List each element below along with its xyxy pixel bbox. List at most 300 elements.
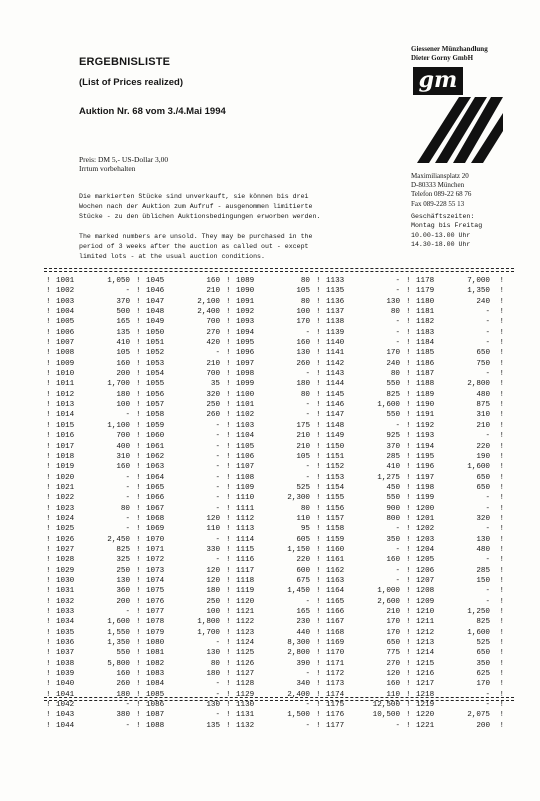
price-value: 450 [386,483,400,492]
lot-number: 1096 [236,349,255,358]
lot-number: 1160 [326,545,345,554]
price-value: - [485,339,490,348]
price-value: - [485,432,490,441]
column-separator [496,535,504,545]
lot-number: 1169 [326,639,345,648]
price-value: 100 [116,401,130,410]
column-separator [316,524,326,534]
lot-number: 1119 [236,587,255,596]
column-separator [226,462,236,472]
price-value: 80 [210,659,220,668]
column-separator [406,514,416,524]
table-row [46,359,514,369]
column-separator [496,586,504,596]
lot-number: 1149 [326,432,345,441]
column-separator [226,576,236,586]
lot-number: 1073 [146,566,165,575]
column-separator [226,669,236,679]
lot-number: 1190 [416,401,435,410]
column-separator [136,390,146,400]
lot-number: 1115 [236,545,255,554]
price-value: - [125,701,130,710]
column-separator [46,431,56,441]
company-address [411,172,471,209]
lot-number: 1208 [416,587,435,596]
price-value: 800 [386,514,400,523]
price-value: 200 [116,597,130,606]
column-separator [316,597,326,607]
price-value: - [305,370,310,379]
column-separator [316,483,326,493]
lot-number: 1031 [56,587,75,596]
price-value: 110 [386,690,400,699]
lot-number: 1019 [56,463,75,472]
column-separator [136,504,146,514]
price-value: 675 [296,576,310,585]
table-row [46,638,514,648]
company-name [411,45,488,63]
column-separator [406,462,416,472]
note-german: Die markierten Stücke sind unverkauft, sie können bis drei Wochen nach der Auktion zum Aufruf - ausgenommen limitierte Stücke - zu den üblichen Auktionsbedingungen erworben werden. [79,193,321,220]
price-value: - [215,711,220,720]
lot-number: 1080 [146,639,165,648]
column-separator [46,638,56,648]
lot-number: 1154 [326,483,345,492]
lot-number: 1185 [416,349,435,358]
price-value: 525 [296,483,310,492]
price-value: 370 [116,297,130,306]
price-value: 160 [386,680,400,689]
lot-number: 1079 [146,628,165,637]
price-value: 2,800 [467,380,490,389]
lot-number: 1028 [56,556,75,565]
lot-number: 1103 [236,421,255,430]
price-value: 190 [476,452,490,461]
price-value: 80 [300,504,310,513]
column-separator [496,297,504,307]
table-row [46,617,514,627]
price-value: 1,000 [377,587,400,596]
lot-number: 1152 [326,463,345,472]
column-separator [496,452,504,462]
column-separator [136,369,146,379]
price-value: 550 [386,494,400,503]
price-value: - [125,525,130,534]
lot-number: 1106 [236,452,255,461]
table-row [46,473,514,483]
lot-number: 1211 [416,618,435,627]
lot-number: 1058 [146,411,165,420]
lot-number: 1110 [236,494,255,503]
column-separator [406,421,416,431]
fax-line: Fax 089-228 55 13 [411,199,465,208]
price-value: 260 [116,680,130,689]
column-separator [136,400,146,410]
lot-number: 1004 [56,308,75,317]
price-value: - [125,473,130,482]
column-separator [226,638,236,648]
column-separator [46,648,56,658]
column-separator [406,400,416,410]
price-value: 2,400 [287,690,310,699]
column-separator [316,328,326,338]
lot-number: 1109 [236,483,255,492]
price-value: 350 [476,659,490,668]
column-separator [496,276,504,286]
column-separator [226,421,236,431]
lot-number: 1025 [56,525,75,534]
lot-number: 1164 [326,587,345,596]
table-row [46,504,514,514]
table-row [46,493,514,503]
column-separator [136,307,146,317]
column-separator [46,628,56,638]
column-separator [406,297,416,307]
price-value: 440 [296,628,310,637]
column-separator [496,617,504,627]
lot-number: 1057 [146,401,165,410]
column-separator [406,493,416,503]
column-separator [226,369,236,379]
price-value: 700 [206,370,220,379]
column-separator [316,617,326,627]
lot-number: 1086 [146,701,165,710]
column-separator [226,566,236,576]
column-separator [226,307,236,317]
column-separator [136,628,146,638]
column-separator [46,710,56,720]
hours-heading: Geschäftszeiten: [411,213,475,220]
column-separator [226,679,236,689]
column-separator [316,359,326,369]
column-separator [226,545,236,555]
column-separator [496,566,504,576]
column-separator [316,348,326,358]
lot-number: 1121 [236,608,255,616]
lot-number: 1061 [146,442,165,451]
column-separator [226,514,236,524]
price-value: 180 [116,390,130,399]
price-value: - [215,690,220,699]
column-separator [316,379,326,389]
hours-line: 10.00-13.00 Uhr [411,231,471,239]
column-separator [46,348,56,358]
price-value: - [485,690,490,699]
table-row [46,307,514,317]
price-value: 120 [386,670,400,679]
lot-number: 1163 [326,576,345,585]
price-value: 1,150 [287,545,310,554]
column-separator [316,638,326,648]
logo-graphic [411,65,503,165]
lot-number: 1038 [56,659,75,668]
lot-number: 1030 [56,576,75,585]
column-separator [46,338,56,348]
lot-number: 1082 [146,659,165,668]
price-value: 480 [476,390,490,399]
lot-number: 1133 [326,277,345,285]
column-separator [46,617,56,627]
column-separator [136,317,146,327]
price-value: 2,800 [287,649,310,658]
price-value: - [305,473,310,482]
column-separator [316,659,326,669]
column-separator [136,442,146,452]
lot-number: 1194 [416,442,435,451]
lot-number: 1118 [236,576,255,585]
column-separator [136,721,146,731]
lot-number: 1189 [416,390,435,399]
table-top-rule [44,268,514,269]
lot-number: 1179 [416,287,435,296]
column-separator [496,700,504,710]
column-separator [136,483,146,493]
column-separator [46,483,56,493]
price-value: - [215,452,220,461]
lot-number: 1107 [236,463,255,472]
price-value: 200 [116,370,130,379]
lot-number: 1068 [146,514,165,523]
price-value: 105 [296,287,310,296]
column-separator [406,483,416,493]
column-separator [226,628,236,638]
price-value: - [485,494,490,503]
column-separator [496,307,504,317]
column-separator [226,597,236,607]
lot-number: 1097 [236,359,255,368]
column-separator [406,648,416,658]
table-bottom-rule [44,697,514,698]
column-separator [46,721,56,731]
column-separator [496,659,504,669]
price-value: 80 [300,390,310,399]
column-separator [316,462,326,472]
price-value: - [305,328,310,337]
price-value: - [395,287,400,296]
lot-number: 1213 [416,639,435,648]
price-value: - [215,473,220,482]
column-separator [496,504,504,514]
price-value: 130 [476,535,490,544]
lot-number: 1120 [236,597,255,606]
lot-number: 1143 [326,370,345,379]
lot-number: 1105 [236,442,255,451]
column-separator [496,638,504,648]
column-separator [136,348,146,358]
column-separator [226,504,236,514]
price-value: - [305,670,310,679]
lot-number: 1045 [146,277,165,285]
price-value: 310 [116,452,130,461]
price-value: 100 [206,608,220,616]
price-value: 1,700 [197,628,220,637]
lot-number: 1156 [326,504,345,513]
lot-number: 1099 [236,380,255,389]
lot-number: 1173 [326,680,345,689]
table-row [46,431,514,441]
company-logo [411,65,503,165]
lot-number: 1071 [146,545,165,554]
price-value: 775 [386,649,400,658]
price-value: 170 [476,680,490,689]
address-line: Maximiliansplatz 20 [411,172,469,180]
lot-number: 1128 [236,680,255,689]
column-separator [496,390,504,400]
table-row [46,597,514,607]
lot-number: 1147 [326,411,345,420]
column-separator [136,379,146,389]
column-separator [316,473,326,483]
lot-number: 1053 [146,359,165,368]
column-separator [46,390,56,400]
lot-number: 1051 [146,339,165,348]
price-value: 925 [386,432,400,441]
price-value: 170 [386,618,400,627]
column-separator [406,545,416,555]
column-separator [496,710,504,720]
price-value: 550 [116,649,130,658]
price-value: - [125,494,130,503]
column-separator [46,276,56,286]
lot-number: 1180 [416,297,435,306]
price-value: 160 [116,463,130,472]
lot-number: 1007 [56,339,75,348]
column-separator [406,566,416,576]
price-value: 1,600 [377,401,400,410]
price-value: 80 [390,308,400,317]
price-value: - [125,514,130,523]
column-separator [226,452,236,462]
price-value: 130 [116,576,130,585]
column-separator [406,307,416,317]
column-separator [136,462,146,472]
column-separator [136,276,146,286]
column-separator [226,379,236,389]
column-separator [226,400,236,410]
price-value: 1,350 [107,639,130,648]
column-separator [46,369,56,379]
table-row [46,648,514,658]
column-separator [406,390,416,400]
page-subtitle: (List of Prices realized) [79,77,184,88]
column-separator [46,410,56,420]
column-separator [226,359,236,369]
lot-number: 1037 [56,649,75,658]
lot-number: 1141 [326,349,345,358]
column-separator [406,431,416,441]
column-separator [136,328,146,338]
price-value: - [305,701,310,710]
price-value: 320 [476,514,490,523]
column-separator [226,493,236,503]
column-separator [136,576,146,586]
price-value: - [215,421,220,430]
lot-number: 1085 [146,690,165,699]
price-value: - [395,339,400,348]
column-separator [316,307,326,317]
column-separator [136,690,146,700]
column-separator [316,431,326,441]
table-row [46,524,514,534]
price-value: 1,450 [287,587,310,596]
table-top-rule [44,271,514,272]
column-separator [406,710,416,720]
column-separator [136,700,146,710]
price-value: - [215,463,220,472]
lot-number: 1066 [146,494,165,503]
lot-number: 1214 [416,649,435,658]
column-separator [496,483,504,493]
table-row [46,690,514,700]
table-row [46,586,514,596]
lot-number: 1069 [146,525,165,534]
price-value: 160 [296,339,310,348]
lot-number: 1153 [326,473,345,482]
lot-number: 1003 [56,297,75,306]
price-value: 180 [206,670,220,679]
price-value: - [485,587,490,596]
price-value: - [395,277,400,285]
lot-number: 1029 [56,566,75,575]
lot-number: 1200 [416,504,435,513]
price-value: - [215,349,220,358]
price-value: 1,100 [107,421,130,430]
lot-number: 1170 [326,649,345,658]
price-value: - [305,411,310,420]
business-hours [411,212,482,250]
column-separator [406,317,416,327]
price-value: 180 [296,380,310,389]
lot-number: 1140 [326,339,345,348]
price-value: 160 [386,556,400,565]
lot-number: 1064 [146,473,165,482]
column-separator [496,473,504,483]
lot-number: 1137 [326,308,345,317]
column-separator [316,535,326,545]
price-value: 250 [206,401,220,410]
column-separator [316,286,326,296]
lot-number: 1012 [56,390,75,399]
column-separator [316,504,326,514]
price-value: 625 [476,670,490,679]
price-value: 260 [296,359,310,368]
price-value: 170 [296,318,310,327]
column-separator [316,400,326,410]
table-row [46,566,514,576]
column-separator [136,431,146,441]
price-value: - [125,287,130,296]
price-value: - [215,494,220,503]
lot-number: 1215 [416,659,435,668]
price-value: - [395,721,400,730]
price-value: - [395,576,400,585]
lot-number: 1001 [56,277,75,285]
lot-number: 1067 [146,504,165,513]
column-separator [496,442,504,452]
lot-number: 1055 [146,380,165,389]
column-separator [406,638,416,648]
column-separator [226,338,236,348]
table-row [46,276,514,286]
column-separator [136,286,146,296]
column-separator [406,369,416,379]
column-separator [46,607,56,617]
lot-number: 1087 [146,711,165,720]
lot-number: 1151 [326,452,345,461]
price-value: - [125,608,130,616]
price-value: 2,300 [287,494,310,503]
column-separator [316,576,326,586]
